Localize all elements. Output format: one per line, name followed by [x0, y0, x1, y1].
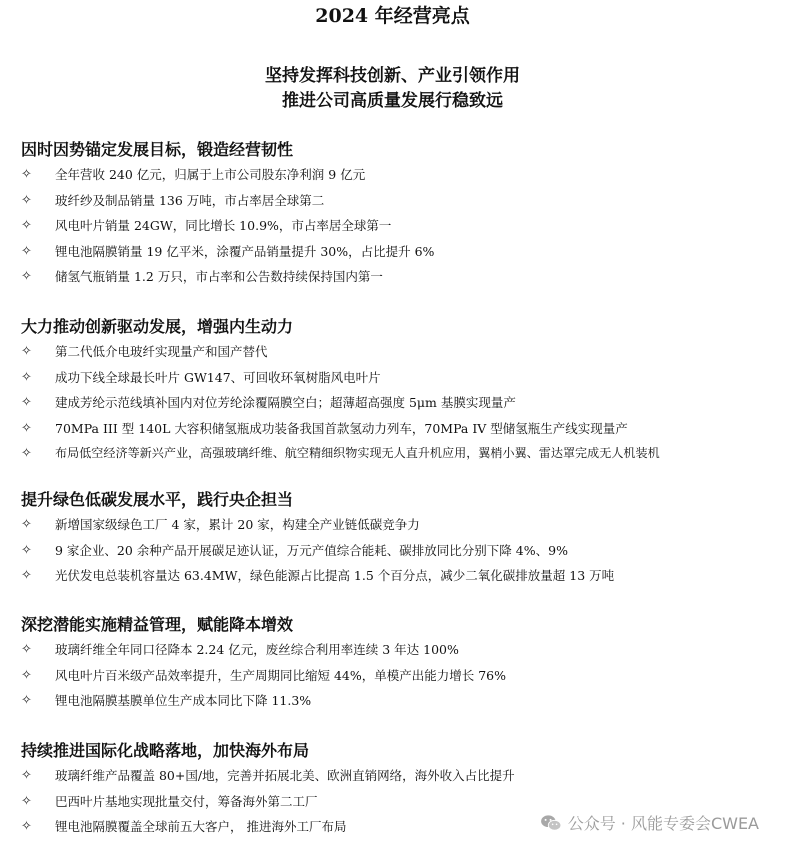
bullet-text: 玻璃纤维全年同口径降本 2.24 亿元，废丝综合利用率连续 3 年达 100% [55, 642, 459, 657]
watermark [540, 811, 759, 834]
watermark-text: 公众号 · 风能专委会CWEA [567, 814, 759, 833]
sparkle-diamond-icon: ✧ [21, 768, 32, 783]
section-heading: 因时因势锚定发展目标，锻造经营韧性 [21, 140, 294, 159]
bullet-item [21, 341, 781, 367]
section-innovation [21, 317, 781, 469]
sparkle-diamond-icon: ✧ [21, 269, 32, 284]
section-operating-resilience [21, 140, 781, 292]
sparkle-diamond-icon: ✧ [21, 446, 32, 461]
section-heading: 持续推进国际化战略落地，加快海外布局 [21, 741, 310, 760]
bullet-item [21, 565, 781, 591]
bullet-item [21, 164, 781, 190]
sparkle-diamond-icon: ✧ [21, 192, 32, 208]
bullet-item [21, 367, 781, 393]
bullet-text: 成功下线全球最长叶片 GW147、可回收环氧树脂风电叶片 [55, 369, 381, 385]
bullet-text: 全年营收 240 亿元，归属于上市公司股东净利润 9 亿元 [55, 167, 366, 182]
bullet-item [21, 639, 781, 665]
bullet-item [21, 540, 781, 566]
bullet-item [21, 418, 781, 444]
bullet-list [21, 164, 781, 292]
bullet-text: 锂电池隔膜销量 19 亿平米，涂覆产品销量提升 30%，占比提升 6% [55, 243, 435, 259]
sparkle-diamond-icon: ✧ [21, 218, 32, 233]
section-lean-management [21, 615, 781, 716]
section-heading: 提升绿色低碳发展水平，践行央企担当 [21, 490, 294, 509]
bullet-item [21, 665, 781, 691]
bullet-text: 新增国家级绿色工厂 4 家，累计 20 家，构建全产业链低碳竞争力 [55, 517, 420, 532]
sparkle-diamond-icon: ✧ [21, 167, 32, 182]
sparkle-diamond-icon: ✧ [21, 420, 32, 436]
sparkle-diamond-icon: ✧ [21, 819, 32, 834]
sparkle-diamond-icon: ✧ [21, 344, 32, 359]
bullet-text: 建成芳纶示范线填补国内对位芳纶涂覆隔膜空白；超薄超高强度 5μm 基膜实现量产 [55, 395, 516, 410]
sparkle-diamond-icon: ✧ [21, 395, 32, 410]
bullet-text: 巴西叶片基地实现批量交付，筹备海外第二工厂 [55, 793, 318, 809]
sparkle-diamond-icon: ✧ [21, 542, 32, 558]
bullet-item [21, 266, 781, 292]
subtitle-line-2: 推进公司高质量发展行稳致远 [282, 91, 503, 111]
bullet-item [21, 392, 781, 418]
section-green-low-carbon [21, 490, 781, 591]
bullet-text: 锂电池隔膜覆盖全球前五大客户， 推进海外工厂布局 [55, 819, 347, 834]
bullet-list [21, 514, 781, 591]
sparkle-diamond-icon: ✧ [21, 642, 32, 657]
bullet-text: 布局低空经济等新兴产业，高强玻璃纤维、航空精细织物实现无人直升机应用，翼梢小翼、雷达罩完成无人机装机 [55, 446, 660, 460]
bullet-item [21, 443, 781, 469]
bullet-item [21, 765, 781, 791]
bullet-list [21, 341, 781, 469]
bullet-text: 光伏发电总装机容量达 63.4MW，绿色能源占比提高 1.5 个百分点，减少二氧化碳排放量超 13 万吨 [55, 568, 615, 583]
bullet-list [21, 639, 781, 716]
subtitle-line-1: 坚持发挥科技创新、产业引领作用 [265, 66, 520, 86]
bullet-item [21, 690, 781, 716]
sparkle-diamond-icon: ✧ [21, 243, 32, 259]
bullet-item [21, 215, 781, 241]
bullet-text: 玻璃纤维产品覆盖 80+国/地，完善并拓展北美、欧洲直销网络，海外收入占比提升 [55, 768, 515, 783]
bullet-text: 风电叶片销量 24GW，同比增长 10.9%，市占率居全球第一 [55, 218, 392, 233]
sparkle-diamond-icon: ✧ [21, 568, 32, 583]
bullet-text: 储氢气瓶销量 1.2 万只，市占率和公告数持续保持国内第一 [55, 269, 383, 284]
bullet-text: 70MPa III 型 140L 大容积储氢瓶成功装备我国首款氢动力列车，70MPa IV 型储氢瓶生产线实现量产 [55, 420, 628, 436]
sparkle-diamond-icon: ✧ [21, 693, 32, 708]
bullet-text: 第二代低介电玻纤实现量产和国产替代 [55, 344, 268, 359]
sparkle-diamond-icon: ✧ [21, 793, 32, 809]
sparkle-diamond-icon: ✧ [21, 517, 32, 532]
bullet-text: 玻纤纱及制品销量 136 万吨，市占率居全球第二 [55, 192, 325, 208]
sparkle-diamond-icon: ✧ [21, 667, 32, 683]
wechat-icon [540, 814, 562, 832]
bullet-item [21, 514, 781, 540]
bullet-item [21, 241, 781, 267]
sparkle-diamond-icon: ✧ [21, 369, 32, 385]
page-title: 2024 年经营亮点 [315, 5, 470, 27]
bullet-text: 风电叶片百米级产品效率提升，生产周期同比缩短 44%，单模产出能力增长 76% [55, 667, 507, 683]
section-heading: 深挖潜能实施精益管理，赋能降本增效 [21, 615, 294, 634]
bullet-item [21, 190, 781, 216]
bullet-text: 9 家企业、20 余种产品开展碳足迹认证，万元产值综合能耗、碳排放同比分别下降 4%、9% [55, 542, 568, 558]
bullet-text: 锂电池隔膜基膜单位生产成本同比下降 11.3% [55, 693, 312, 708]
section-heading: 大力推动创新驱动发展，增强内生动力 [21, 317, 294, 336]
